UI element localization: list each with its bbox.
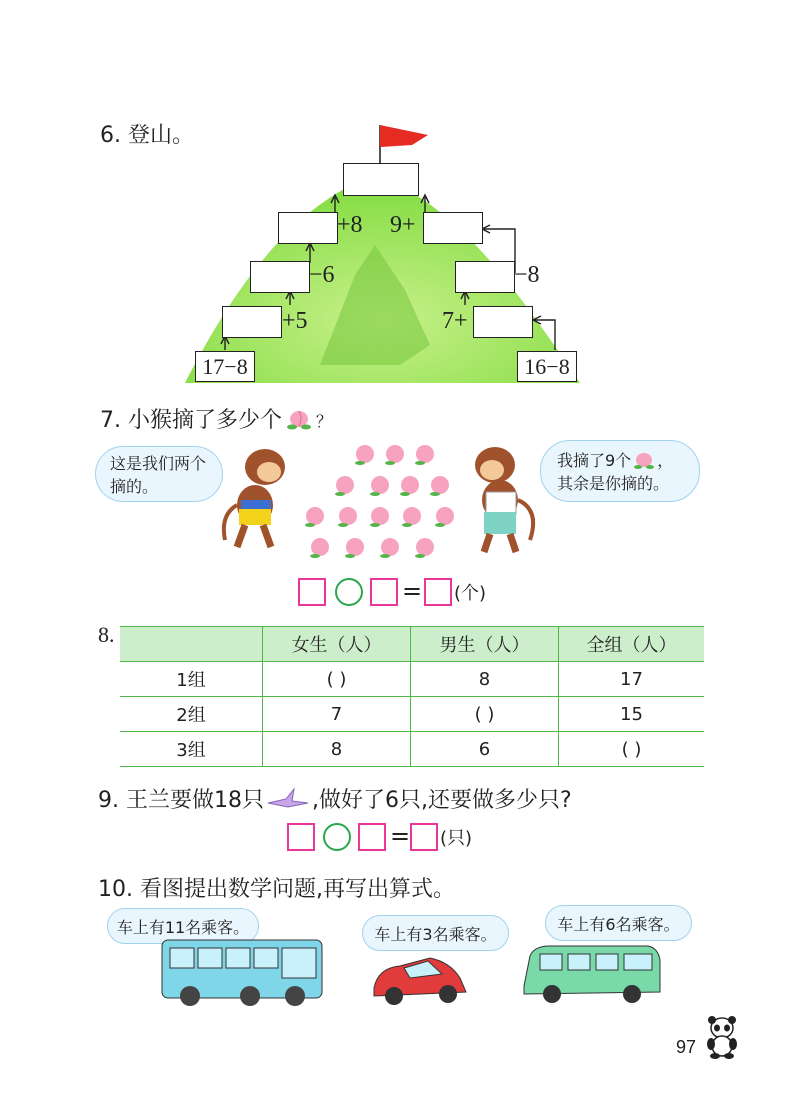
answer-box-left-3[interactable] bbox=[222, 306, 282, 338]
start-left: 17−8 bbox=[195, 351, 255, 382]
van-illustration bbox=[520, 940, 665, 1008]
answer-box-right-3[interactable] bbox=[473, 306, 533, 338]
q9-number-box-2[interactable] bbox=[358, 823, 386, 851]
q7-unit: (个) bbox=[454, 583, 487, 604]
summit-answer-box[interactable] bbox=[343, 163, 419, 196]
q9-equals: = bbox=[390, 822, 411, 850]
q8-cell: 17 bbox=[559, 662, 705, 697]
page-number: 97 bbox=[676, 1037, 697, 1057]
q8-header-cell: 男生（人） bbox=[411, 627, 559, 662]
q8-cell: 15 bbox=[559, 697, 705, 732]
q7-number-box-2[interactable] bbox=[370, 578, 398, 606]
q8-cell: 6 bbox=[411, 732, 559, 767]
q9-unit: (只) bbox=[440, 828, 473, 849]
right-bubble-line2: 其余是你摘的。 bbox=[557, 474, 670, 493]
op-right-3: 7+ bbox=[442, 308, 468, 334]
q9-result-box[interactable] bbox=[410, 823, 438, 851]
op-left-3: +5 bbox=[282, 308, 308, 334]
q8-cell: 7 bbox=[263, 697, 411, 732]
q7-operator-circle[interactable] bbox=[335, 578, 363, 606]
bus-illustration bbox=[160, 930, 330, 1010]
answer-box-right-1[interactable] bbox=[423, 212, 483, 244]
q8-row bbox=[120, 732, 704, 767]
q8-answer-cell[interactable]: ( ) bbox=[263, 662, 411, 697]
op-left-2: −6 bbox=[309, 262, 335, 288]
monkey-right-bubble bbox=[540, 440, 700, 502]
q8-cell: 1组 bbox=[120, 662, 263, 697]
q9-title bbox=[98, 783, 572, 814]
bus-bubble: 车上有11名乘客。 bbox=[107, 908, 259, 944]
q10-title: 10. 看图提出数学问题,再写出算式。 bbox=[98, 877, 455, 902]
q7-title bbox=[100, 403, 332, 434]
q9-title-b: ,做好了6只,还要做多少只? bbox=[311, 788, 572, 813]
q7-equals: = bbox=[402, 577, 423, 605]
q8-cell: 8 bbox=[411, 662, 559, 697]
car-illustration bbox=[370, 948, 470, 1010]
right-bubble-line1 bbox=[557, 448, 673, 471]
q8-answer-cell[interactable]: ( ) bbox=[411, 697, 559, 732]
peach-icon bbox=[286, 407, 312, 431]
monkey-left-illustration bbox=[215, 445, 300, 560]
q8-row bbox=[120, 662, 704, 697]
q8-header-row bbox=[120, 627, 704, 662]
q8-cell: 8 bbox=[263, 732, 411, 767]
q8-cell: 2组 bbox=[120, 697, 263, 732]
q9-operator-circle[interactable] bbox=[323, 823, 351, 851]
q8-header-cell: 女生（人） bbox=[263, 627, 411, 662]
q9-number-box-1[interactable] bbox=[287, 823, 315, 851]
op-left-1: +8 bbox=[337, 212, 363, 238]
peach-icon bbox=[633, 450, 655, 470]
q7-number-box-1[interactable] bbox=[298, 578, 326, 606]
q8-row bbox=[120, 697, 704, 732]
q6-title: 6. 登山。 bbox=[100, 123, 194, 148]
panda-icon bbox=[702, 1012, 744, 1060]
van-bubble: 车上有6名乘客。 bbox=[545, 905, 692, 941]
answer-box-left-1[interactable] bbox=[278, 212, 338, 244]
left-bubble-line1: 这是我们两个 bbox=[110, 454, 207, 473]
q8-header-cell bbox=[120, 627, 263, 662]
q8-cell: 3组 bbox=[120, 732, 263, 767]
op-right-1: 9+ bbox=[390, 212, 416, 238]
q8-table bbox=[120, 626, 704, 767]
q7-title-end: ？ bbox=[315, 412, 332, 431]
start-right: 16−8 bbox=[517, 351, 577, 382]
q9-title-a: 9. 王兰要做18只 bbox=[98, 788, 264, 813]
left-bubble-line2: 摘的。 bbox=[110, 477, 159, 496]
mountain-illustration bbox=[170, 115, 600, 390]
right-bubble-text-a: 我摘了9个 bbox=[557, 451, 632, 470]
flag-icon bbox=[380, 125, 428, 147]
peaches-group bbox=[300, 440, 480, 565]
right-bubble-text-b: ， bbox=[657, 451, 674, 470]
q8-number: 8. bbox=[98, 622, 115, 647]
q7-title-text: 7. 小猴摘了多少个 bbox=[100, 408, 282, 433]
op-right-2: −8 bbox=[514, 262, 540, 288]
q7-result-box[interactable] bbox=[424, 578, 452, 606]
q8-answer-cell[interactable]: ( ) bbox=[559, 732, 705, 767]
monkey-left-bubble bbox=[95, 446, 223, 502]
q8-header-cell: 全组（人） bbox=[559, 627, 705, 662]
paper-crane-icon bbox=[266, 787, 310, 811]
answer-box-right-2[interactable] bbox=[455, 261, 515, 293]
monkey-right-illustration bbox=[460, 440, 550, 560]
answer-box-left-2[interactable] bbox=[250, 261, 310, 293]
car-bubble: 车上有3名乘客。 bbox=[362, 915, 509, 951]
